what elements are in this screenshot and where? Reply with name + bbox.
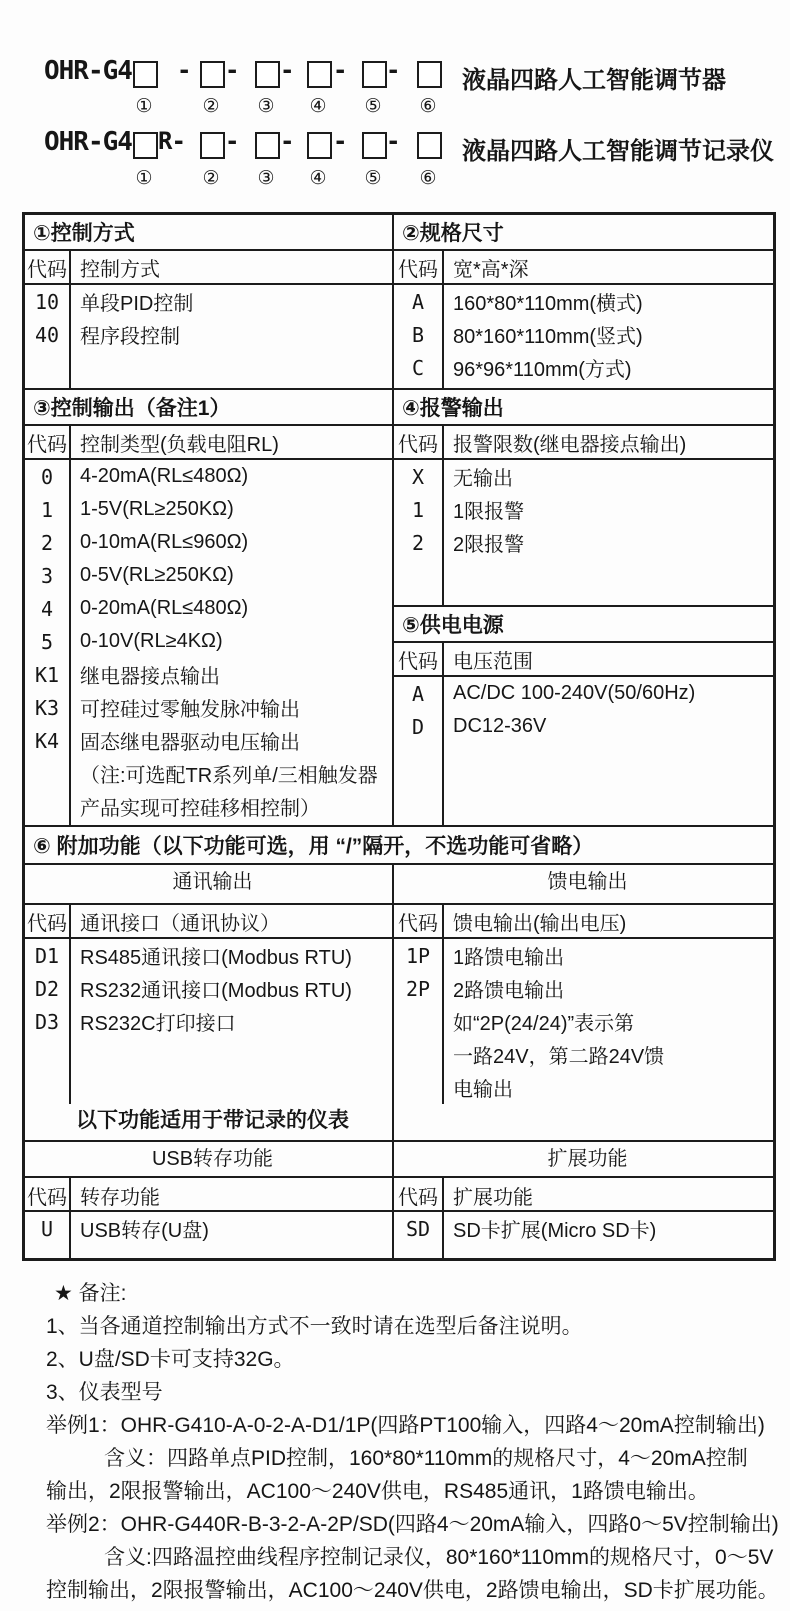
dash-separator: -	[225, 127, 240, 155]
code-header: 代码	[25, 426, 71, 458]
note-text: 举例1：OHR-G410-A-0-2-A-D1/1P(四路PT100输入，四路4～20mA控制输出)	[46, 1413, 765, 1437]
desc-cell: 4-20mA(RL≤480Ω)	[80, 465, 249, 487]
code-cell: D2	[25, 972, 71, 1005]
table-row	[394, 972, 773, 1005]
code-cell: 40	[25, 318, 71, 351]
code-header: 代码	[25, 251, 71, 283]
desc-cell: 一路24V，第二路24V馈	[453, 1046, 665, 1068]
desc-cell: 无输出	[453, 468, 513, 490]
code-cell: 1P	[394, 939, 444, 972]
code-cell	[394, 1038, 444, 1071]
table-row	[394, 1005, 773, 1038]
table-row	[394, 677, 773, 710]
table-row	[25, 592, 392, 625]
note-line	[46, 1473, 790, 1506]
selection-table	[22, 212, 776, 1261]
desc-cell: 2限报警	[453, 534, 525, 556]
note-text: 输出，2限报警输出，AC100～240V供电，RS485通讯，1路馈电输出。	[46, 1479, 709, 1503]
note-text: 2、U盘/SD卡可支持32G。	[46, 1347, 295, 1371]
note-line	[46, 1572, 790, 1605]
code-header: 代码	[25, 905, 71, 937]
desc-header: 电压范围	[453, 650, 533, 673]
desc-header: 转存功能	[80, 1186, 160, 1209]
code-cell: 10	[25, 285, 71, 318]
table-row	[394, 493, 773, 526]
dash-separator: -	[280, 127, 295, 155]
section-size	[394, 215, 773, 388]
filler	[394, 1245, 773, 1258]
table-row	[394, 318, 773, 351]
code-cell: X	[394, 460, 444, 493]
code-header: 代码	[25, 1178, 71, 1212]
column-headers	[25, 251, 392, 285]
model-prefix-controller: OHR-G4	[44, 56, 132, 86]
dash-separator: -	[280, 56, 295, 84]
circled-digit: ⑥	[419, 96, 437, 117]
table-row	[394, 285, 773, 318]
filler	[25, 823, 392, 825]
note-line	[46, 1539, 790, 1572]
desc-cell: DC12-36V	[453, 715, 547, 737]
section-title: ②规格尺寸	[394, 215, 773, 251]
desc-cell: 单段PID控制	[80, 293, 194, 315]
code-cell: D3	[25, 1005, 71, 1038]
note-line	[46, 1407, 790, 1440]
column-headers	[25, 1178, 392, 1212]
code-cell	[394, 1071, 444, 1104]
code-cell: K4	[25, 724, 71, 757]
code-header: 代码	[394, 1178, 444, 1212]
filler	[25, 1038, 392, 1104]
circled-digit: ③	[257, 96, 275, 117]
desc-cell: AC/DC 100-240V(50/60Hz)	[453, 682, 696, 704]
table-row	[394, 460, 773, 493]
desc-cell: 2路馈电输出	[453, 980, 565, 1002]
s6-labels	[25, 865, 773, 905]
desc-cell: 0-10V(RL≥4KΩ)	[80, 630, 223, 652]
table-row	[25, 625, 392, 658]
filler	[394, 743, 773, 825]
desc-cell: RS232C打印接口	[80, 1013, 236, 1035]
circled-digit: ④	[309, 168, 327, 189]
code-header: 代码	[394, 643, 444, 675]
table-row	[25, 790, 392, 823]
record-rows	[25, 1212, 773, 1258]
record-functions-banner	[25, 1104, 773, 1142]
desc-header: 馈电输出(输出电压)	[453, 912, 627, 935]
desc-cell: 如“2P(24/24)”表示第	[453, 1013, 635, 1035]
recorder-suffix: R-	[158, 127, 185, 155]
code-cell: 1	[394, 493, 444, 526]
table-row	[394, 1038, 773, 1071]
section-additional-functions	[25, 825, 773, 865]
desc-header: 扩展功能	[453, 1186, 533, 1209]
code-cell: D	[394, 710, 444, 743]
code-header: 代码	[394, 905, 444, 937]
code-cell	[25, 757, 71, 790]
circled-digit: ⑥	[419, 168, 437, 189]
table-row	[25, 559, 392, 592]
expansion-function-label: 扩展功能	[547, 1148, 628, 1170]
model-desc-controller: 液晶四路人工智能调节器	[462, 67, 726, 94]
dash-separator: -	[333, 127, 348, 155]
column-headers	[394, 251, 773, 285]
table-row	[394, 1071, 773, 1104]
circled-digit: ②	[202, 168, 220, 189]
desc-cell: 1路馈电输出	[453, 947, 565, 969]
note-text: 控制输出，2限报警输出，AC100～240V供电，2路馈电输出，SD卡扩展功能。	[46, 1578, 779, 1602]
note-line	[46, 1374, 790, 1407]
comm-output-label: 通讯输出	[25, 865, 394, 903]
desc-cell: 0-10mA(RL≤960Ω)	[80, 531, 249, 553]
code-cell	[394, 1005, 444, 1038]
table-row	[25, 939, 392, 972]
circled-digit: ④	[309, 96, 327, 117]
code-cell	[25, 790, 71, 823]
section-title: ④报警输出	[394, 390, 773, 426]
filler	[25, 351, 392, 388]
desc-cell: 1限报警	[453, 501, 525, 523]
empty-cell	[394, 1104, 773, 1140]
desc-header: 报警限数(继电器接点输出)	[453, 433, 687, 456]
desc-cell: 0-5V(RL≥250KΩ)	[80, 564, 234, 586]
table-row	[394, 526, 773, 559]
code-cell: B	[394, 318, 444, 351]
filler	[394, 559, 773, 605]
desc-cell: （注:可选配TR系列单/三相触发器	[80, 765, 378, 787]
position-digits-recorder	[0, 0, 790, 212]
code-cell: 2	[25, 526, 71, 559]
table-row	[25, 1005, 392, 1038]
desc-cell: 96*96*110mm(方式)	[453, 359, 632, 381]
table-row	[25, 658, 392, 691]
table-row	[394, 1212, 773, 1245]
desc-cell: 160*80*110mm(横式)	[453, 293, 643, 315]
section-control-mode	[25, 215, 392, 388]
section-title: ⑥ 附加功能（以下功能可选，用 “/”隔开，不选功能可省略）	[33, 835, 594, 858]
desc-cell: 继电器接点输出	[80, 666, 220, 688]
code-cell: D1	[25, 939, 71, 972]
code-cell: 2P	[394, 972, 444, 1005]
section-power-supply	[394, 605, 773, 825]
desc-cell: 80*160*110mm(竖式)	[453, 326, 643, 348]
desc-cell: 1-5V(RL≥250KΩ)	[80, 498, 234, 520]
code-cell: 4	[25, 592, 71, 625]
note-line	[46, 1440, 790, 1473]
table-row	[25, 318, 392, 351]
notes-title: ★ 备注:	[54, 1281, 127, 1305]
note-text: 3、仪表型号	[46, 1380, 163, 1404]
s6-body	[25, 905, 773, 1104]
code-cell: A	[394, 285, 444, 318]
desc-header: 控制方式	[80, 258, 160, 281]
desc-cell: RS485通讯接口(Modbus RTU)	[80, 947, 352, 969]
code-cell: C	[394, 351, 444, 384]
code-cell: K3	[25, 691, 71, 724]
record-labels	[25, 1142, 773, 1178]
code-cell: A	[394, 677, 444, 710]
desc-header: 宽*高*深	[453, 258, 529, 281]
circled-digit: ③	[257, 168, 275, 189]
note-text: 1、当各通道控制输出方式不一致时请在选型后备注说明。	[46, 1314, 583, 1338]
code-cell: 1	[25, 493, 71, 526]
note-line	[46, 1308, 790, 1341]
model-desc-recorder: 液晶四路人工智能调节记录仪	[462, 138, 774, 165]
column-headers	[25, 905, 392, 939]
circled-digit: ⑤	[364, 96, 382, 117]
code-cell: K1	[25, 658, 71, 691]
table-row	[25, 972, 392, 1005]
circled-digit: ①	[135, 96, 153, 117]
section-alarm-output	[394, 388, 773, 605]
notes	[46, 1275, 790, 1605]
record-banner-text: 以下功能适用于带记录的仪表	[25, 1104, 394, 1140]
circled-digit: ⑤	[364, 168, 382, 189]
model-prefix-recorder: OHR-G4	[44, 127, 132, 157]
code-header: 代码	[394, 426, 444, 458]
note-text: 举例2：OHR-G440R-B-3-2-A-2P/SD(四路4～20mA输入，四路0～5V控制输出)	[46, 1512, 779, 1536]
table-top-block	[25, 215, 773, 825]
code-cell: 0	[25, 460, 71, 493]
note-text: 含义:四路温控曲线程序控制记录仪，80*160*110mm的规格尺寸，0～5V	[104, 1545, 774, 1569]
desc-header: 控制类型(负载电阻RL)	[80, 433, 279, 456]
table-row	[25, 724, 392, 757]
section-control-output	[25, 388, 392, 825]
desc-cell: 产品实现可控硅移相控制）	[80, 798, 320, 820]
table-row	[394, 939, 773, 972]
desc-header: 通讯接口（通讯协议）	[80, 912, 280, 935]
section-title: ①控制方式	[25, 215, 392, 251]
column-headers	[394, 905, 773, 939]
table-row	[25, 460, 392, 493]
code-cell: 5	[25, 625, 71, 658]
code-cell: 3	[25, 559, 71, 592]
table-row	[25, 1212, 392, 1245]
model-code-diagram	[0, 0, 790, 212]
code-header: 代码	[394, 251, 444, 283]
table-row	[25, 526, 392, 559]
section-title: ③控制输出（备注1）	[25, 390, 392, 426]
record-column-headers	[25, 1178, 773, 1212]
dash-separator: -	[386, 127, 401, 155]
circled-digit: ①	[135, 168, 153, 189]
table-row	[25, 493, 392, 526]
circled-digit: ②	[202, 96, 220, 117]
dash-separator: -	[225, 56, 240, 84]
table-row	[25, 691, 392, 724]
code-cell: SD	[394, 1212, 444, 1245]
desc-cell: 电输出	[453, 1079, 513, 1101]
desc-cell: SD卡扩展(Micro SD卡)	[453, 1220, 657, 1242]
note-line	[46, 1506, 790, 1539]
desc-cell: 程序段控制	[80, 326, 180, 348]
column-headers	[394, 643, 773, 677]
column-headers	[394, 1178, 773, 1212]
filler	[25, 1245, 392, 1258]
section-title: ⑤供电电源	[394, 607, 773, 643]
note-text: 含义：四路单点PID控制，160*80*110mm的规格尺寸，4～20mA控制	[104, 1446, 748, 1470]
desc-cell: 固态继电器驱动电压输出	[80, 732, 300, 754]
column-headers	[394, 426, 773, 460]
feed-output-label: 馈电输出	[547, 871, 628, 893]
desc-cell: 可控硅过零触发脉冲输出	[80, 699, 300, 721]
column-headers	[25, 426, 392, 460]
code-cell: U	[25, 1212, 71, 1245]
table-row	[394, 710, 773, 743]
table-row	[394, 351, 773, 384]
dash-separator: -	[386, 56, 401, 84]
desc-cell: USB转存(U盘)	[80, 1220, 209, 1242]
dash-separator: -	[177, 56, 192, 84]
usb-function-label: USB转存功能	[25, 1142, 394, 1176]
desc-cell: 0-20mA(RL≤480Ω)	[80, 597, 249, 619]
dash-separator: -	[333, 56, 348, 84]
table-row	[25, 285, 392, 318]
table-row	[25, 757, 392, 790]
note-line	[46, 1341, 790, 1374]
code-cell: 2	[394, 526, 444, 559]
desc-cell: RS232通讯接口(Modbus RTU)	[80, 980, 352, 1002]
